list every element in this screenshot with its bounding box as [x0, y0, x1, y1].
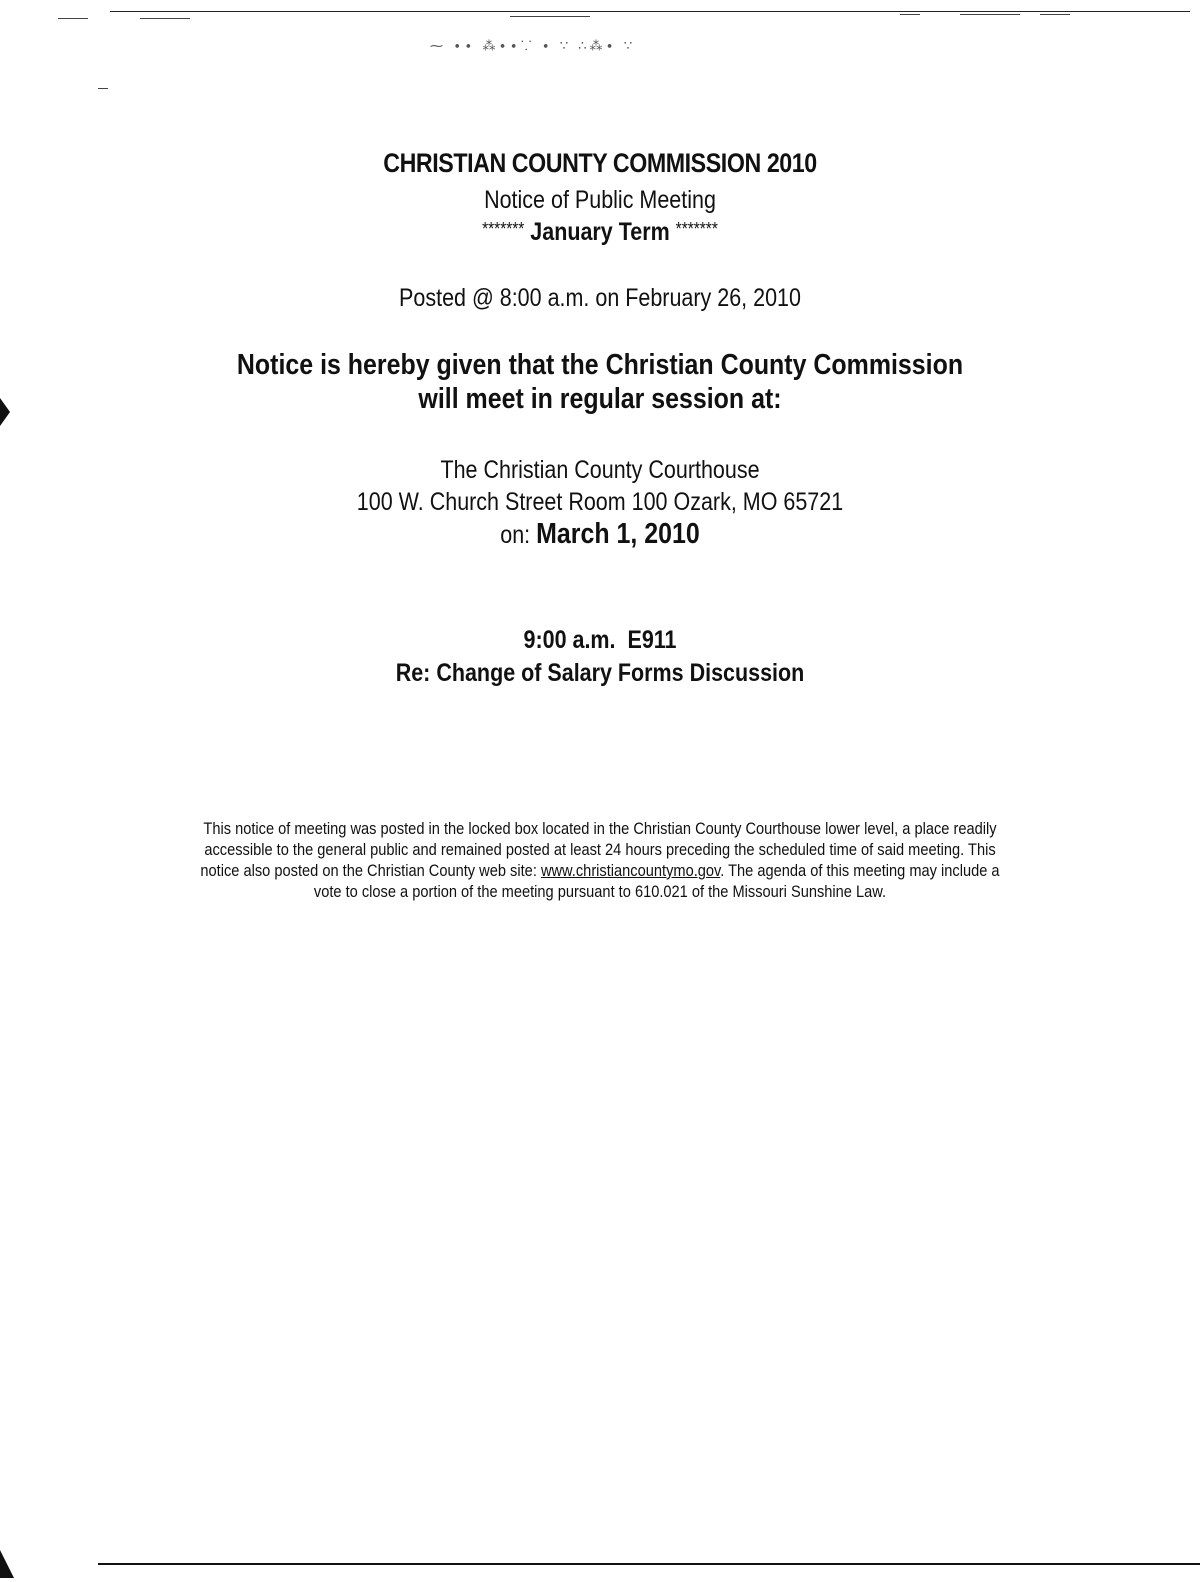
scan-edge-line-top — [110, 11, 1190, 12]
location-building: The Christian County Courthouse — [440, 456, 760, 484]
scan-smudge: ⁓ ∙∙ ⁂∙∙⸪ ∙ ∵ ∴⁂∙ ∵ — [430, 39, 636, 54]
scan-dash — [1040, 14, 1070, 15]
scan-edge-line-bottom — [98, 1563, 1200, 1565]
term-label: January Term — [530, 218, 670, 246]
agenda-time-item: 9:00 a.m. E911 — [523, 626, 677, 654]
notice-title: CHRISTIAN COUNTY COMMISSION 2010 — [383, 148, 817, 178]
agenda — [213, 624, 987, 690]
location-address: 100 W. Church Street Room 100 Ozark, MO 65721 — [356, 488, 844, 516]
scan-dash — [98, 88, 108, 89]
term-stars-left: ******* — [482, 219, 525, 239]
scan-dash — [900, 14, 920, 15]
term-line — [213, 218, 987, 247]
scan-dash — [960, 14, 1020, 15]
website-link[interactable]: www.christiancountymo.gov — [540, 861, 721, 880]
meeting-location — [213, 454, 987, 551]
meeting-date-line — [213, 518, 987, 551]
scan-corner-mark-bottom — [0, 1550, 14, 1578]
term-stars-right: ******* — [675, 219, 718, 239]
scan-corner-mark — [0, 398, 10, 426]
scan-dash — [58, 18, 88, 19]
posted-line: Posted @ 8:00 a.m. on February 26, 2010 — [399, 284, 801, 312]
on-label: on: — [500, 521, 531, 549]
posting-footnote — [187, 818, 1013, 902]
meeting-date: March 1, 2010 — [536, 518, 700, 550]
notice-subtitle: Notice of Public Meeting — [484, 186, 716, 214]
agenda-topic: Re: Change of Salary Forms Discussion — [395, 659, 805, 687]
notice-intro-line-2: will meet in regular session at: — [418, 383, 782, 415]
scan-dash — [140, 18, 190, 19]
notice-intro — [170, 348, 1030, 416]
scan-dash — [510, 16, 590, 17]
footnote-text-before: This notice of meeting was posted in the locked box located in the Christian County Courthouse lower level, a place readily accessible to the general public and remained posted at least 24 hours preceding the scheduled time of said meeting. This notice also posted on the Christian County web site: — [200, 819, 997, 880]
notice-intro-line-1: Notice is hereby given that the Christian County Commission — [236, 349, 964, 381]
footnote-text-after: . The agenda of this meeting may include a vote to close a portion of the meeting pursuant to 610.021 of the Missouri Sunshine Law. — [313, 861, 1000, 901]
